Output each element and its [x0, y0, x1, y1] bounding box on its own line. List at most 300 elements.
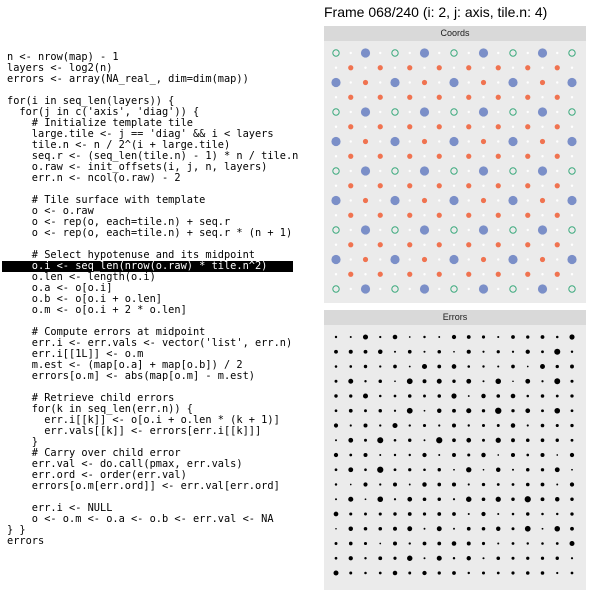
- coord-point-grey: [541, 185, 543, 187]
- code-line: # Retrieve child errors: [7, 392, 175, 404]
- error-point: [482, 409, 485, 412]
- error-point: [541, 409, 544, 412]
- error-point: [467, 335, 471, 339]
- coord-point-grey: [571, 67, 573, 69]
- error-point: [452, 335, 456, 339]
- error-point: [364, 380, 366, 382]
- error-point: [526, 335, 529, 338]
- coord-point-grey: [468, 258, 470, 260]
- error-point: [335, 483, 337, 485]
- error-point: [496, 394, 500, 398]
- coord-point-grey: [364, 126, 366, 128]
- error-point: [556, 484, 558, 486]
- error-point: [409, 424, 411, 426]
- error-point: [512, 513, 515, 516]
- coord-point-blue: [420, 225, 429, 234]
- error-point: [570, 482, 574, 486]
- coord-point-green: [392, 109, 398, 115]
- coord-point-grey: [497, 140, 499, 142]
- error-point: [467, 365, 470, 368]
- error-point: [438, 468, 441, 471]
- coord-point-grey: [482, 214, 484, 216]
- error-point: [379, 483, 381, 485]
- coord-point-blue: [567, 78, 576, 87]
- coord-point-grey: [512, 67, 514, 69]
- error-point: [452, 438, 456, 442]
- error-point: [556, 424, 559, 427]
- coord-point-orange: [363, 80, 368, 85]
- error-point: [483, 469, 485, 471]
- error-point: [542, 528, 544, 530]
- error-point: [556, 513, 558, 515]
- error-point: [379, 512, 382, 515]
- error-point: [452, 482, 456, 486]
- code-line: # Compute errors at midpoint: [7, 326, 206, 338]
- coord-point-grey: [394, 273, 396, 275]
- coord-point-grey: [423, 185, 425, 187]
- error-point: [436, 437, 442, 443]
- coord-point-orange: [407, 272, 412, 277]
- error-point: [408, 439, 411, 442]
- coord-point-blue: [449, 196, 458, 205]
- coord-point-grey: [482, 96, 484, 98]
- error-point: [422, 482, 426, 486]
- error-point: [407, 378, 413, 384]
- code-listing: [7, 52, 298, 547]
- error-point: [335, 542, 338, 545]
- error-point: [482, 365, 484, 367]
- error-point: [482, 557, 484, 559]
- coords-plot: [324, 41, 586, 303]
- error-point: [555, 467, 560, 472]
- error-point: [408, 350, 412, 354]
- error-point: [379, 454, 381, 456]
- error-point: [438, 424, 440, 426]
- coord-point-grey: [512, 273, 514, 275]
- coord-point-grey: [350, 140, 352, 142]
- error-point: [393, 557, 396, 560]
- coord-point-green: [569, 50, 575, 56]
- coord-point-orange: [466, 95, 471, 100]
- coord-point-grey: [556, 229, 558, 231]
- error-point: [335, 498, 337, 500]
- error-point: [409, 542, 411, 544]
- error-point: [495, 408, 501, 414]
- error-point: [379, 409, 383, 413]
- coord-point-green: [510, 50, 516, 56]
- error-point: [526, 468, 530, 472]
- coord-point-green: [333, 109, 339, 115]
- coord-point-orange: [525, 183, 530, 188]
- coord-point-orange: [496, 183, 501, 188]
- coord-point-green: [451, 50, 457, 56]
- error-point: [453, 469, 455, 471]
- error-point: [349, 365, 352, 368]
- coord-point-grey: [350, 170, 352, 172]
- error-point: [335, 409, 338, 412]
- coord-point-grey: [409, 288, 411, 290]
- error-point: [495, 378, 501, 384]
- coord-point-grey: [571, 155, 573, 157]
- coord-point-orange: [348, 65, 353, 70]
- coord-point-green: [510, 286, 516, 292]
- coord-point-orange: [378, 124, 383, 129]
- code-line: layers <- log2(n): [7, 62, 113, 74]
- coord-point-grey: [571, 244, 573, 246]
- coord-point-orange: [348, 213, 353, 218]
- coord-point-grey: [556, 140, 558, 142]
- error-point: [379, 365, 381, 367]
- error-point: [496, 527, 500, 531]
- frame-label: Frame 068/240 (i: 2, j: axis, tile.n: 4): [324, 4, 548, 20]
- error-point: [497, 365, 499, 367]
- coord-point-grey: [468, 229, 470, 231]
- coord-point-green: [569, 109, 575, 115]
- error-point: [511, 365, 515, 369]
- coord-point-orange: [437, 124, 442, 129]
- error-point: [423, 497, 427, 501]
- coord-point-orange: [378, 213, 383, 218]
- coord-point-grey: [468, 140, 470, 142]
- error-point: [364, 513, 367, 516]
- coord-point-orange: [422, 139, 427, 144]
- coord-point-blue: [508, 255, 517, 264]
- error-point: [554, 378, 560, 384]
- error-point: [482, 571, 485, 574]
- coord-point-grey: [453, 155, 455, 157]
- coord-point-orange: [496, 154, 501, 159]
- coord-point-grey: [335, 96, 337, 98]
- coord-point-grey: [556, 111, 558, 113]
- error-point: [541, 542, 544, 545]
- code-line: # Initialize template tile: [7, 117, 193, 129]
- coord-point-grey: [409, 229, 411, 231]
- error-point: [526, 438, 530, 442]
- error-point: [481, 453, 485, 457]
- error-point: [481, 394, 485, 398]
- error-point: [541, 394, 545, 398]
- coord-point-grey: [379, 140, 381, 142]
- coord-point-orange: [555, 213, 560, 218]
- error-point: [512, 542, 515, 545]
- coord-point-green: [510, 168, 516, 174]
- coord-point-green: [451, 227, 457, 233]
- coord-point-orange: [525, 65, 530, 70]
- error-point: [424, 439, 426, 441]
- error-point: [451, 393, 456, 398]
- error-point: [452, 512, 456, 516]
- error-point: [378, 349, 383, 354]
- error-point: [554, 349, 560, 355]
- coord-point-grey: [453, 96, 455, 98]
- error-point: [438, 336, 440, 338]
- coord-point-grey: [468, 52, 470, 54]
- coord-point-blue: [420, 107, 429, 116]
- error-point: [467, 556, 471, 560]
- error-point: [511, 557, 514, 560]
- coord-point-blue: [538, 284, 547, 293]
- coord-point-orange: [422, 257, 427, 262]
- error-point: [482, 335, 485, 338]
- error-point: [556, 365, 559, 368]
- error-point: [511, 335, 515, 339]
- coord-point-orange: [496, 65, 501, 70]
- error-point: [364, 572, 367, 575]
- coord-point-orange: [525, 124, 530, 129]
- coord-point-grey: [335, 67, 337, 69]
- error-point: [423, 379, 427, 383]
- coord-point-blue: [508, 196, 517, 205]
- coord-point-grey: [409, 140, 411, 142]
- error-point: [379, 543, 381, 545]
- coord-point-orange: [540, 198, 545, 203]
- coord-point-orange: [496, 95, 501, 100]
- error-point: [525, 526, 531, 532]
- coord-point-grey: [556, 258, 558, 260]
- error-point: [407, 497, 412, 502]
- coord-point-blue: [420, 284, 429, 293]
- error-point: [482, 351, 484, 353]
- coord-point-grey: [438, 140, 440, 142]
- coord-point-grey: [512, 126, 514, 128]
- coord-point-orange: [466, 154, 471, 159]
- coord-point-green: [333, 50, 339, 56]
- coord-point-orange: [407, 124, 412, 129]
- coord-point-blue: [479, 48, 488, 57]
- coord-point-orange: [466, 65, 471, 70]
- coord-point-orange: [525, 95, 530, 100]
- coord-point-blue: [479, 225, 488, 234]
- coord-point-grey: [468, 288, 470, 290]
- error-point: [379, 336, 381, 338]
- error-point: [554, 408, 560, 414]
- error-point: [409, 366, 411, 368]
- code-line: } }: [7, 524, 26, 536]
- error-point: [349, 409, 353, 413]
- coord-point-green: [510, 227, 516, 233]
- error-point: [394, 498, 396, 500]
- coord-point-orange: [363, 198, 368, 203]
- coord-point-grey: [379, 81, 381, 83]
- error-point: [423, 542, 427, 546]
- error-point: [526, 454, 529, 457]
- coord-point-orange: [481, 80, 486, 85]
- coord-point-grey: [438, 170, 440, 172]
- coord-point-blue: [538, 107, 547, 116]
- coord-point-orange: [348, 95, 353, 100]
- coord-point-orange: [422, 80, 427, 85]
- error-point: [556, 542, 559, 545]
- error-point: [334, 350, 338, 354]
- error-point: [511, 498, 514, 501]
- coord-point-grey: [497, 170, 499, 172]
- coord-point-grey: [453, 67, 455, 69]
- code-line: tile.n <- n / 2^(i + large.tile): [7, 139, 231, 151]
- error-point: [408, 512, 412, 516]
- code-line: o <- o.raw: [7, 205, 94, 217]
- coord-point-orange: [348, 242, 353, 247]
- error-point: [408, 468, 411, 471]
- error-point: [497, 454, 499, 456]
- error-point: [348, 379, 353, 384]
- error-point: [379, 395, 382, 398]
- coord-point-orange: [525, 154, 530, 159]
- error-point: [497, 513, 499, 515]
- error-point: [437, 542, 441, 546]
- error-point: [350, 484, 352, 486]
- error-point: [527, 424, 529, 426]
- error-point: [437, 379, 442, 384]
- coord-point-grey: [423, 244, 425, 246]
- coord-point-grey: [423, 155, 425, 157]
- error-point: [466, 467, 471, 472]
- coord-point-blue: [479, 107, 488, 116]
- coord-point-orange: [466, 242, 471, 247]
- coord-point-grey: [556, 170, 558, 172]
- coord-point-grey: [423, 96, 425, 98]
- error-point: [570, 512, 573, 515]
- coord-point-blue: [331, 196, 340, 205]
- error-point: [350, 336, 352, 338]
- error-point: [378, 556, 382, 560]
- code-line: o.m <- o[o.i + 2 * o.len]: [7, 304, 187, 316]
- error-point: [467, 527, 471, 531]
- error-point: [437, 409, 441, 413]
- coord-point-grey: [394, 96, 396, 98]
- coord-point-orange: [407, 65, 412, 70]
- error-point: [571, 409, 574, 412]
- error-point: [466, 497, 471, 502]
- coord-point-blue: [390, 137, 399, 146]
- coord-point-orange: [555, 154, 560, 159]
- error-point: [540, 453, 544, 457]
- coord-point-grey: [379, 111, 381, 113]
- error-point: [526, 557, 529, 560]
- coord-point-grey: [350, 199, 352, 201]
- error-point: [541, 350, 544, 353]
- coord-point-grey: [482, 155, 484, 157]
- code-line: o.b <- o[o.i + o.len]: [7, 293, 162, 305]
- coord-point-grey: [571, 96, 573, 98]
- error-point: [541, 438, 545, 442]
- error-point: [571, 469, 573, 471]
- coord-point-orange: [378, 65, 383, 70]
- coord-point-grey: [335, 185, 337, 187]
- coord-point-blue: [390, 196, 399, 205]
- coord-point-grey: [453, 214, 455, 216]
- coord-point-grey: [335, 155, 337, 157]
- code-line: # Select hypotenuse and its midpoint: [7, 249, 255, 261]
- code-line: errors <- array(NA_real_, dim=dim(map)): [7, 73, 249, 85]
- coord-point-grey: [541, 244, 543, 246]
- code-line: o.len <- length(o.i): [7, 271, 156, 283]
- error-point: [452, 364, 457, 369]
- coord-point-orange: [481, 139, 486, 144]
- error-point: [408, 394, 412, 398]
- coord-point-blue: [331, 137, 340, 146]
- coord-point-grey: [364, 155, 366, 157]
- code-line: # Carry over child error: [7, 447, 181, 459]
- error-point: [393, 527, 397, 531]
- error-point: [512, 380, 514, 382]
- coord-point-grey: [541, 67, 543, 69]
- error-point: [334, 453, 338, 457]
- error-point: [377, 467, 383, 473]
- error-point: [482, 439, 485, 442]
- error-point: [570, 527, 574, 531]
- coord-point-grey: [497, 52, 499, 54]
- coord-point-blue: [538, 225, 547, 234]
- coord-point-green: [392, 168, 398, 174]
- coord-point-blue: [361, 225, 370, 234]
- error-point: [466, 408, 471, 413]
- error-point: [364, 542, 367, 545]
- error-point: [393, 482, 397, 486]
- error-point: [437, 512, 441, 516]
- error-point: [526, 350, 530, 354]
- coord-point-grey: [379, 52, 381, 54]
- error-point: [334, 394, 337, 397]
- coord-point-grey: [335, 126, 337, 128]
- error-point: [335, 336, 337, 338]
- error-point: [525, 496, 531, 502]
- coord-point-green: [392, 227, 398, 233]
- error-point: [437, 365, 441, 369]
- coord-point-blue: [390, 255, 399, 264]
- coord-point-grey: [527, 140, 529, 142]
- coord-point-grey: [468, 170, 470, 172]
- error-point: [394, 395, 397, 398]
- error-point: [511, 453, 515, 457]
- error-point: [541, 557, 544, 560]
- coord-point-grey: [438, 52, 440, 54]
- coord-point-orange: [407, 242, 412, 247]
- error-point: [452, 423, 456, 427]
- error-point: [556, 557, 559, 560]
- coord-point-green: [569, 286, 575, 292]
- error-point: [364, 557, 366, 559]
- coord-point-blue: [331, 78, 340, 87]
- error-point: [407, 556, 412, 561]
- coord-point-grey: [527, 288, 529, 290]
- error-point: [570, 380, 573, 383]
- coord-point-grey: [364, 185, 366, 187]
- error-point: [569, 334, 574, 339]
- error-point: [570, 498, 573, 501]
- coord-point-grey: [453, 185, 455, 187]
- error-point: [422, 364, 427, 369]
- error-point: [452, 380, 455, 383]
- coord-point-grey: [571, 185, 573, 187]
- coord-point-grey: [364, 96, 366, 98]
- coord-point-grey: [497, 229, 499, 231]
- error-point: [526, 395, 529, 398]
- error-point: [468, 572, 470, 574]
- error-point: [541, 571, 545, 575]
- coord-point-grey: [364, 244, 366, 246]
- error-point: [349, 542, 353, 546]
- error-point: [570, 394, 573, 397]
- error-point: [453, 528, 455, 530]
- coord-point-grey: [453, 244, 455, 246]
- error-point: [349, 512, 352, 515]
- coord-point-grey: [394, 185, 396, 187]
- error-point: [482, 542, 485, 545]
- error-point: [438, 394, 442, 398]
- error-point: [424, 557, 426, 559]
- error-point: [379, 424, 381, 426]
- coord-point-grey: [571, 273, 573, 275]
